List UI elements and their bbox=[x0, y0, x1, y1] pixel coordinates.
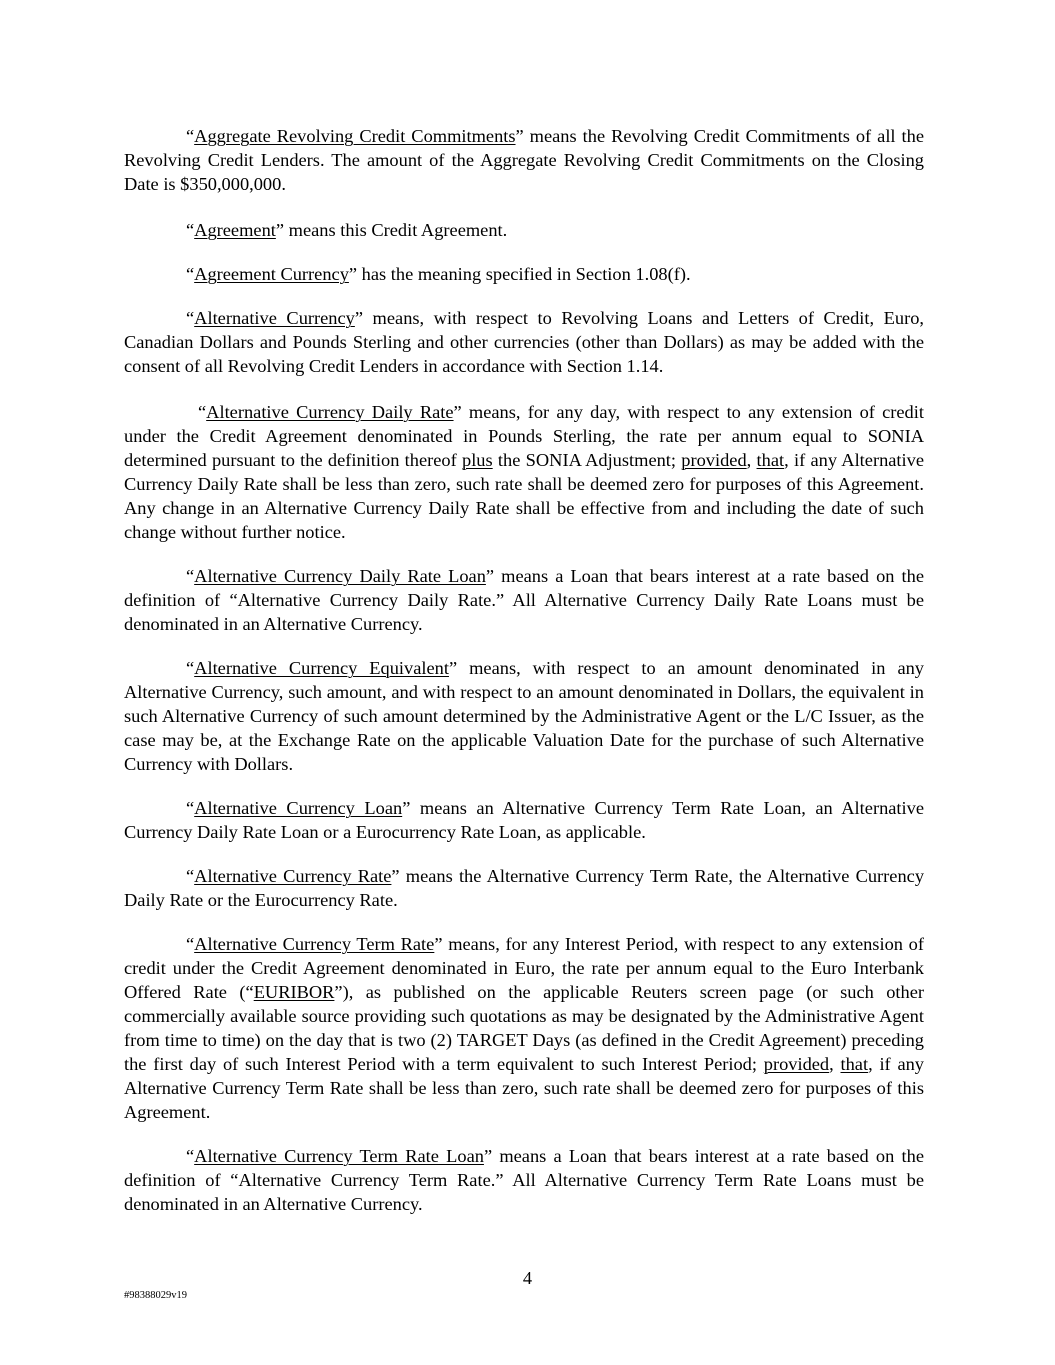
underlined-word: provided bbox=[763, 1054, 830, 1074]
definition-paragraph bbox=[124, 400, 924, 544]
defined-term: Alternative Currency Equivalent bbox=[194, 658, 449, 678]
definition-text: “ bbox=[186, 866, 195, 886]
underlined-word: that bbox=[756, 450, 785, 470]
definition-text: ” means a Loan that bears interest at a rate based on the definition of “Alternative Currency Term Rate.” All Alternative Currency Term Rate Loans must be denominated in an Alternative Currency. bbox=[124, 1146, 924, 1214]
definition-text: , if any Alternative Currency Term Rate shall be less than zero, such rate shall be deemed zero for purposes of this Agreement. bbox=[124, 1054, 924, 1122]
defined-term: Alternative Currency bbox=[194, 308, 355, 328]
definition-text: “ bbox=[186, 566, 195, 586]
defined-term: Alternative Currency Daily Rate Loan bbox=[194, 566, 486, 586]
definition-paragraph bbox=[124, 932, 924, 1124]
definition-text: “ bbox=[186, 264, 195, 284]
definition-text: ” means a Loan that bears interest at a rate based on the definition of “Alternative Currency Daily Rate.” All Alternative Currency Daily Rate Loans must be denominated in an Alternative Currency. bbox=[124, 566, 924, 634]
defined-term: Alternative Currency Daily Rate bbox=[206, 402, 454, 422]
definition-text: , bbox=[829, 1054, 841, 1074]
definition-paragraph bbox=[124, 218, 924, 242]
definition-text: “ bbox=[186, 934, 195, 954]
definition-text: “ bbox=[186, 126, 195, 146]
definition-text: , if any Alternative Currency Daily Rate shall be less than zero, such rate shall be deemed zero for purposes of this Agreement. Any change in an Alternative Currency Daily Rate shall be effective from and including the date of such change without further notice. bbox=[124, 450, 925, 542]
defined-term: Alternative Currency Rate bbox=[194, 866, 392, 886]
definition-text: the SONIA Adjustment; bbox=[492, 450, 682, 470]
definition-text: ”), as published on the applicable Reuters screen page (or such other commercially available source providing such quotations as may be designated by the Administrative Agent from time to time) on the day that is two (2) TARGET Days (as defined in the Credit Agreement) preceding the first day of such Interest Period with a term equivalent to such Interest Period; bbox=[124, 982, 925, 1074]
underlined-word: that bbox=[840, 1054, 869, 1074]
definition-text: , bbox=[746, 450, 757, 470]
definition-text: ” means, with respect to an amount denominated in any Alternative Currency, such amount, and with respect to an amount denominated in Dollars, the equivalent in such Alternative Currency of such amount determined by the Administrative Agent or the L/C Issuer, as the case may be, at the Exchange Rate on the applicable Valuation Date for the purchase of such Alternative Currency with Dollars. bbox=[124, 658, 924, 774]
definition-text: ” means, with respect to Revolving Loans and Letters of Credit, Euro, Canadian Dollars and Pounds Sterling and other currencies (other than Dollars) as may be added with the consent of all Revolving Credit Lenders in accordance with Section 1.14. bbox=[124, 308, 924, 376]
defined-term: Agreement Currency bbox=[194, 264, 349, 284]
underlined-word: EURIBOR bbox=[253, 982, 335, 1002]
definition-text: “ bbox=[186, 658, 195, 678]
defined-term: Alternative Currency Loan bbox=[194, 798, 403, 818]
defined-term: Alternative Currency Term Rate Loan bbox=[194, 1146, 484, 1166]
defined-term: Agreement bbox=[194, 220, 276, 240]
definition-paragraph bbox=[124, 796, 924, 844]
underlined-word: plus bbox=[462, 450, 493, 470]
definition-paragraph bbox=[124, 124, 924, 196]
definition-paragraph bbox=[124, 564, 924, 636]
definition-text: ” means the Revolving Credit Commitments of all the Revolving Credit Lenders. The amount of the Aggregate Revolving Credit Commitments on the Closing Date is $350,000,000. bbox=[124, 126, 924, 194]
definition-paragraph bbox=[124, 306, 924, 378]
definition-paragraph bbox=[124, 262, 924, 286]
definition-text: “ bbox=[186, 220, 195, 240]
underlined-word: provided bbox=[681, 450, 747, 470]
definition-text: “ bbox=[186, 798, 195, 818]
document-id: #98388029v19 bbox=[124, 1290, 187, 1301]
definition-paragraph bbox=[124, 1144, 924, 1216]
definition-text: “ bbox=[198, 402, 207, 422]
definition-text: ” means the Alternative Currency Term Rate, the Alternative Currency Daily Rate or the Eurocurrency Rate. bbox=[124, 866, 925, 910]
definition-text: ” means, for any Interest Period, with respect to any extension of credit under the Credit Agreement denominated in Euro, the rate per annum equal to the Euro Interbank Offered Rate (“ bbox=[124, 934, 924, 1002]
defined-term: Aggregate Revolving Credit Commitments bbox=[194, 126, 516, 146]
definition-paragraph bbox=[124, 656, 924, 776]
definition-text: ” means an Alternative Currency Term Rate Loan, an Alternative Currency Daily Rate Loan or a Eurocurrency Rate Loan, as applicable. bbox=[124, 798, 924, 842]
page-number: 4 bbox=[522, 1268, 533, 1288]
definition-text: ” means, for any day, with respect to any extension of credit under the Credit Agreement denominated in Pounds Sterling, the rate per annum equal to SONIA determined pursuant to the definition thereof bbox=[124, 402, 924, 470]
definition-text: ” means this Credit Agreement. bbox=[275, 220, 508, 240]
definition-paragraph bbox=[124, 864, 924, 912]
definition-text: ” has the meaning specified in Section 1.08(f). bbox=[348, 264, 691, 284]
defined-term: Alternative Currency Term Rate bbox=[194, 934, 435, 954]
definition-text: “ bbox=[186, 308, 195, 328]
definition-text: “ bbox=[186, 1146, 195, 1166]
